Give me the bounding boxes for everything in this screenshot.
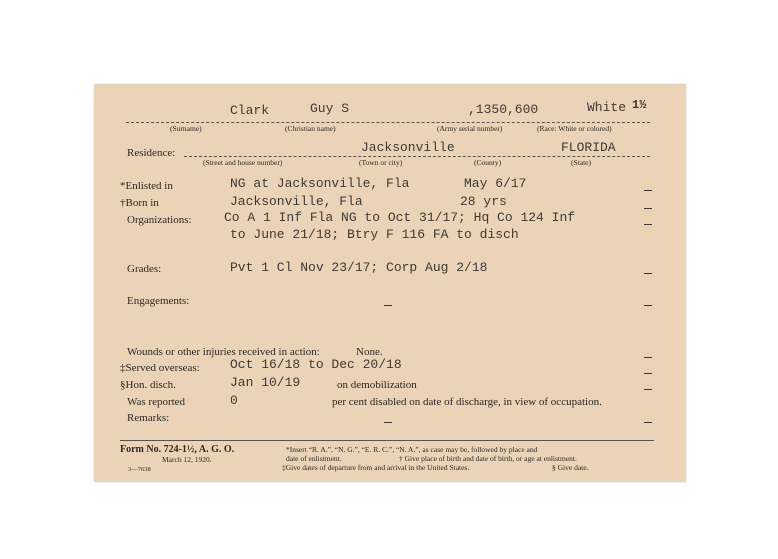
footnote-birth: † Give place of birth and date of birth, or age at enlistment. [399,454,577,463]
discharge-value: Jan 10/19 [230,375,301,390]
given-name-value: Guy S [310,101,350,116]
engagements-end-mark [644,305,652,306]
caption-serial: (Army serial number) [437,124,503,133]
reported-note: per cent disabled on date of discharge, in view of occupation. [332,396,602,408]
caption-surname: (Surname) [170,124,202,133]
enlisted-label: *Enlisted in [120,180,173,192]
grades-label: Grades: [127,263,162,275]
reported-value: 0 [230,393,238,408]
remarks-label: Remarks: [127,412,170,424]
remarks-end-mark [644,422,652,423]
residence-state-value: FLORIDA [561,140,616,155]
enlisted-value: NG at Jacksonville, Fla [230,176,410,191]
caption-christian-name: (Christian name) [285,124,336,133]
served-overseas-value: Oct 16/18 to Dec 20/18 [230,357,402,372]
wounds-value: None. [356,346,383,358]
form-code: 3—7638 [128,466,151,473]
name-row-line [126,122,650,123]
residence-label: Residence: [127,147,176,159]
served-overseas-label: ‡Served overseas: [120,362,200,374]
residence-town-value: Jacksonville [361,140,455,155]
born-label: †Born in [120,197,159,209]
enlisted-end-mark [644,190,652,191]
caption-state: (State) [571,158,591,167]
form-number: Form No. 724-1½, A. G. O. [120,444,235,455]
served-overseas-end-mark [644,373,652,374]
form-fraction: 1½ [632,98,647,112]
caption-county: (County) [474,158,502,167]
caption-town: (Town or city) [359,158,403,167]
born-end-mark [644,208,652,209]
enlisted-date-value: May 6/17 [464,176,527,191]
reported-label: Was reported [127,396,186,408]
wounds-end-mark [644,357,652,358]
engagements-middle-mark [384,305,392,306]
grades-value: Pvt 1 Cl Nov 23/17; Corp Aug 2/18 [230,260,488,275]
footnote-departure: ‡Give dates of departure from and arrival in the United States. [282,463,470,472]
footnote-enlistment-date: date of enlistment. [286,454,342,463]
wounds-label: Wounds or other injuries received in action: [127,346,320,358]
service-record-card [94,84,686,482]
discharge-note: on demobilization [337,379,417,391]
surname-value: Clark [230,103,270,118]
born-age-value: 28 yrs [460,194,507,209]
organizations-end-mark [644,224,652,225]
remarks-middle-mark [384,422,392,423]
organizations-label: Organizations: [127,214,192,226]
discharge-label: §Hon. disch. [120,379,176,391]
form-date: March 12, 1920. [162,455,212,464]
caption-race: (Race: White or colored) [537,124,612,133]
organizations-line-1: Co A 1 Inf Fla NG to Oct 31/17; Hq Co 124 Inf [224,210,576,225]
caption-street: (Street and house number) [203,158,283,167]
discharge-end-mark [644,389,652,390]
race-value: White [587,100,627,115]
footnote-give-date: § Give date. [552,463,589,472]
born-value: Jacksonville, Fla [230,194,363,209]
engagements-label: Engagements: [127,295,190,307]
organizations-line-2: to June 21/18; Btry F 116 FA to disch [230,227,519,242]
footnote-insert: *Insert “R. A.”, “N. G.”, “E. R. C.”, “N. A.”, as case may be, followed by place and [286,445,538,454]
grades-end-mark [644,273,652,274]
serial-number-value: ,1350,600 [468,102,539,117]
footer-divider [120,440,654,441]
residence-line [184,156,650,157]
